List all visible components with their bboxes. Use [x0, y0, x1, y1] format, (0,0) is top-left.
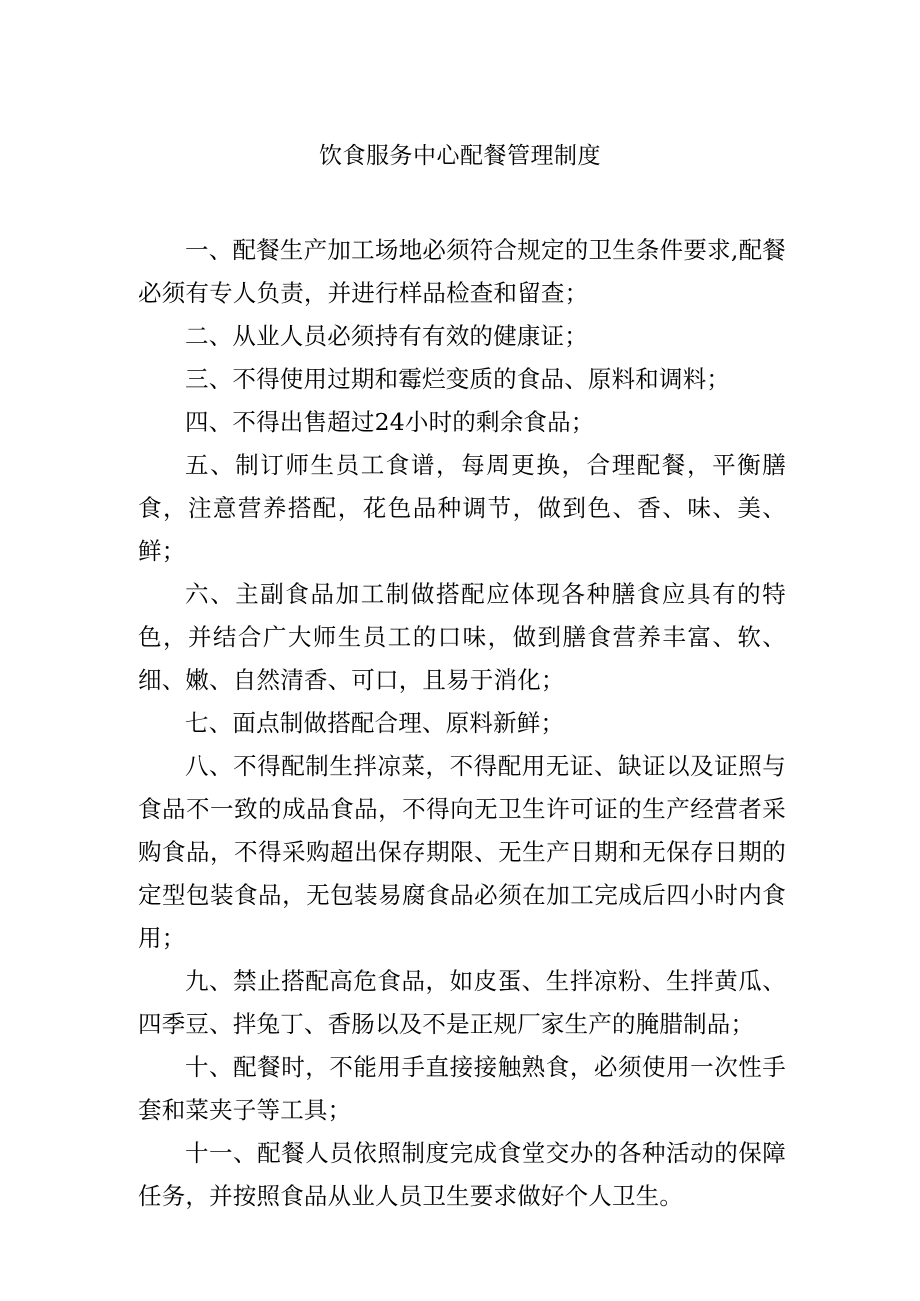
regulation-item-4: 四、不得出售超过24小时的剩余食品； — [185, 408, 595, 436]
regulation-item-6: 六、主副食品加工制做搭配应体现各种膳食应具有的特色，并结合广大师生员工的口味，做到膳食营养丰富、软、细、嫩、自然清香、可口，且易于消化； — [138, 580, 786, 694]
regulation-item-1: 一、配餐生产加工场地必须符合规定的卫生条件要求,配餐必须有专人负责，并进行样品检查和留查； — [138, 236, 786, 307]
regulation-item-5: 五、制订师生员工食谱，每周更换，合理配餐，平衡膳食，注意营养搭配，花色品种调节，做到色、香、味、美、鲜； — [138, 451, 786, 565]
regulation-item-2: 二、从业人员必须持有有效的健康证； — [185, 322, 588, 350]
regulation-item-9: 九、禁止搭配高危食品，如皮蛋、生拌凉粉、生拌黄瓜、四季豆、拌兔丁、香肠以及不是正规厂家生产的腌腊制品； — [138, 967, 786, 1038]
regulation-item-10: 十、配餐时，不能用手直接接触熟食，必须使用一次性手套和菜夹子等工具； — [138, 1053, 786, 1124]
regulation-item-8: 八、不得配制生拌凉菜，不得配用无证、缺证以及证照与食品不一致的成品食品，不得向无卫生许可证的生产经营者采购食品，不得采购超出保存期限、无生产日期和无保存日期的定型包装食品，无包装易腐食品必须在加工完成后四小时内食用； — [138, 752, 786, 952]
regulation-item-7: 七、面点制做搭配合理、原料新鲜； — [185, 709, 565, 737]
regulation-item-3: 三、不得使用过期和霉烂变质的食品、原料和调料； — [185, 365, 731, 393]
regulation-item-11: 十一、配餐人员依照制度完成食堂交办的各种活动的保障任务，并按照食品从业人员卫生要求做好个人卫生。 — [138, 1139, 786, 1210]
document-title: 饮食服务中心配餐管理制度 — [319, 143, 601, 169]
document-body — [138, 229, 786, 1218]
